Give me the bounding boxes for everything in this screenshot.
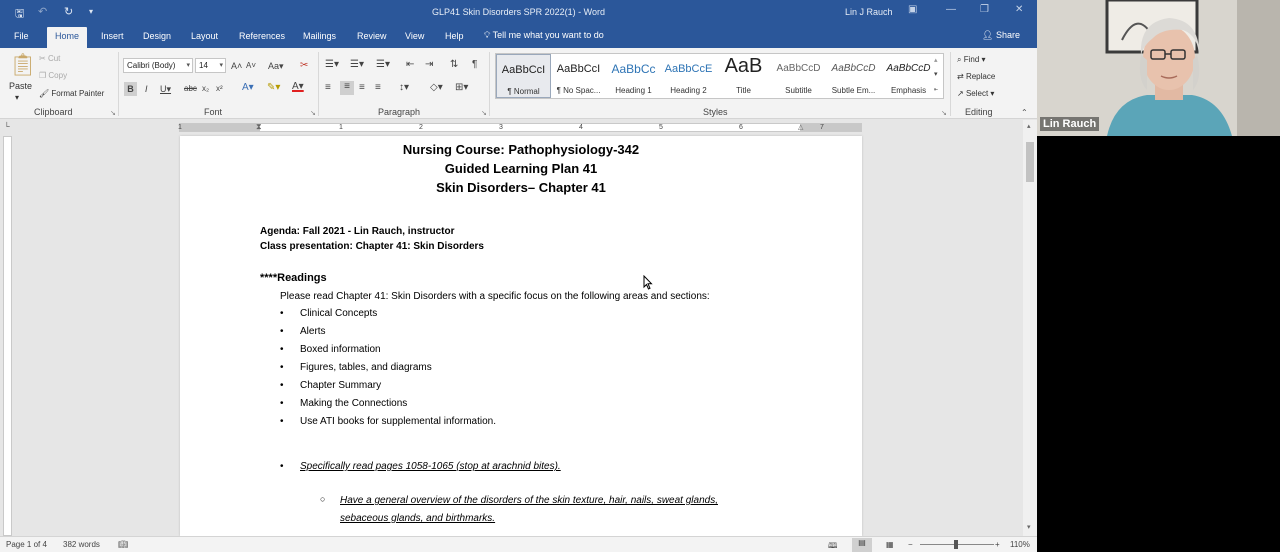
tell-me-search[interactable]: 💡︎ Tell me what you want to do [484, 30, 604, 40]
search-icon: ⌕ [957, 55, 962, 64]
tab-home[interactable]: Home [47, 27, 87, 48]
mouse-cursor-icon [643, 275, 653, 290]
styles-group-label: Styles [703, 107, 728, 117]
chevron-down-icon: ▾ [186, 62, 190, 69]
style-heading-2[interactable]: AaBbCcE Heading 2 [664, 63, 713, 95]
separator [489, 52, 490, 116]
copy-button[interactable]: ❐ Copy [39, 71, 68, 80]
show-hide-icon[interactable]: ¶ [472, 59, 478, 70]
indent-marker-icon[interactable]: ⧗ [256, 122, 262, 131]
paste-icon[interactable]: 📋︎ [9, 52, 37, 77]
bullet-icon: • [280, 308, 284, 319]
format-painter-button[interactable]: 🖌︎ Format Painter [39, 89, 105, 98]
subscript-icon[interactable]: x₂ [202, 84, 210, 93]
tab-help[interactable]: Help [445, 31, 464, 41]
web-layout-icon[interactable]: ▦ [886, 540, 894, 549]
minimize-icon[interactable]: — [946, 4, 956, 15]
redo-icon[interactable]: ↻ [64, 6, 74, 18]
document-title: GLP41 Skin Disorders SPR 2022(1) - Word [432, 7, 605, 17]
circle-bullet-icon: ○ [320, 494, 326, 504]
bullet-icon: • [280, 362, 284, 373]
readings-intro: Please read Chapter 41: Skin Disorders with a specific focus on the following areas and sections: [280, 291, 710, 302]
separator [318, 52, 319, 116]
sort-icon[interactable]: ⇅ [450, 59, 459, 70]
shrink-font-icon[interactable]: A˅ [246, 61, 257, 70]
style-title[interactable]: AaB Title [724, 55, 763, 95]
styles-launcher-icon[interactable]: ↘ [941, 110, 947, 117]
separator [118, 52, 119, 116]
bullet-icon: • [280, 461, 284, 472]
clipboard-group-label: Clipboard [34, 107, 73, 117]
brush-icon: 🖌︎ [39, 89, 50, 98]
person-icon: 👤︎ [982, 30, 994, 40]
style-emphasis[interactable]: AaBbCcD Emphasis [886, 63, 931, 95]
ribbon-tabs [0, 25, 1037, 48]
bullet-icon: • [280, 380, 284, 391]
style-subtitle[interactable]: AaBbCcD Subtitle [776, 63, 821, 95]
participant-name: Lin Rauch [1040, 117, 1099, 131]
justify-icon[interactable]: ≡ [375, 82, 381, 93]
style-normal[interactable]: AaBbCcI ¶ Normal [496, 54, 551, 98]
bullet-icon: • [280, 398, 284, 409]
scroll-down-icon[interactable]: ▾ [1027, 524, 1031, 531]
overview-line: Have a general overview of the disorders of the skin texture, hair, nails, sweat glands, [340, 495, 718, 506]
font-launcher-icon[interactable]: ↘ [310, 110, 316, 117]
bullets-icon[interactable]: ☰▾ [325, 59, 339, 70]
font-color-icon[interactable]: A▾ [292, 81, 304, 92]
list-item: Making the Connections [300, 398, 408, 409]
bullet-icon: • [280, 326, 284, 337]
title-bar [0, 0, 1037, 25]
proofing-icon[interactable]: 📖︎ [118, 540, 129, 549]
close-icon[interactable]: ✕ [1015, 4, 1024, 15]
ribbon-display-icon[interactable]: ▣ [908, 4, 918, 15]
tab-view[interactable]: View [405, 31, 425, 41]
zoom-out-icon[interactable]: − [908, 540, 913, 549]
presenter-video [1037, 0, 1280, 136]
replace-icon: ⇄ [957, 72, 964, 81]
right-indent-icon[interactable]: △ [798, 124, 804, 131]
share-button[interactable]: 👤︎ Share [982, 30, 1020, 40]
style-heading-1[interactable]: AaBbCc Heading 1 [611, 62, 656, 95]
collapse-ribbon-icon[interactable]: ⌃ [1021, 108, 1028, 117]
list-item: Alerts [300, 326, 326, 337]
right-margin [800, 124, 861, 131]
print-layout-icon[interactable]: ▤ [852, 538, 872, 552]
list-item: Chapter Summary [300, 380, 382, 391]
font-group-label: Font [204, 107, 223, 117]
styles-more-icon[interactable]: ⫦ [934, 86, 938, 93]
separator [950, 52, 951, 116]
list-item: Figures, tables, and diagrams [300, 362, 432, 373]
paragraph-group-label: Paragraph [378, 107, 421, 117]
align-center-icon[interactable]: ≡ [340, 81, 354, 95]
page-count[interactable]: Page 1 of 4 [6, 540, 47, 549]
replace-button[interactable]: ⇄ Replace [957, 72, 996, 81]
read-mode-icon[interactable]: 🕮︎ [828, 541, 838, 550]
underline-icon[interactable]: U▾ [160, 84, 172, 94]
tab-selector-icon[interactable]: └ [4, 122, 10, 131]
borders-icon[interactable]: ⊞▾ [455, 82, 469, 93]
styles-scroll-up-icon[interactable]: ▴ [934, 57, 938, 64]
align-left-icon[interactable]: ≡ [325, 82, 331, 93]
numbering-icon[interactable]: ☰▾ [350, 59, 364, 70]
style-no-spacing[interactable]: AaBbCcI ¶ No Spac... [556, 63, 601, 95]
strikethrough-icon[interactable]: abc [184, 84, 197, 93]
bullet-icon: • [280, 416, 284, 427]
bold-icon[interactable]: B [124, 82, 137, 96]
specific-reading-line: Specifically read pages 1058-1065 (stop at arachnid bites). [300, 461, 561, 472]
save-icon[interactable]: 🖫 [15, 8, 25, 20]
left-margin [180, 124, 260, 131]
class-presentation-line: Class presentation: Chapter 41: Skin Disorders [260, 241, 484, 252]
horizontal-ruler[interactable]: 1 1 2 3 4 5 6 7 ⧗ △ [179, 123, 862, 132]
superscript-icon[interactable]: x² [216, 84, 223, 93]
list-item: Boxed information [300, 344, 381, 355]
clipboard-launcher-icon[interactable]: ↘ [110, 110, 116, 117]
list-item: Clinical Concepts [300, 308, 378, 319]
customize-toolbar-icon[interactable]: ▾ [89, 7, 94, 16]
undo-icon[interactable]: ↶ [38, 6, 48, 18]
decrease-indent-icon[interactable]: ⇤ [406, 59, 415, 70]
editing-group-label: Editing [965, 107, 993, 117]
word-count[interactable]: 382 words [63, 540, 100, 549]
tab-mailings[interactable]: Mailings [303, 31, 337, 41]
text-effects-icon[interactable]: A▾ [242, 82, 254, 93]
bullet-icon: • [280, 344, 284, 355]
doc-heading-plan: Guided Learning Plan 41 [444, 161, 598, 176]
ribbon-home [0, 48, 1037, 119]
document-page[interactable] [180, 136, 862, 536]
tab-design[interactable]: Design [143, 31, 172, 41]
ruler-row [0, 120, 1037, 135]
tab-insert[interactable]: Insert [101, 31, 124, 41]
increase-indent-icon[interactable]: ⇥ [425, 59, 434, 70]
account-name[interactable]: Lin J Rauch [845, 7, 893, 17]
paste-dropdown-icon[interactable]: ▾ [15, 93, 20, 102]
doc-heading-chapter: Skin Disorders– Chapter 41 [436, 180, 606, 195]
agenda-line: Agenda: Fall 2021 - Lin Rauch, instructor [260, 226, 455, 237]
tab-references[interactable]: References [239, 31, 286, 41]
multilevel-list-icon[interactable]: ☰▾ [376, 59, 390, 70]
zoom-level[interactable]: 110% [1010, 540, 1030, 549]
tab-file[interactable]: File [14, 31, 29, 41]
find-button[interactable]: ⌕ Find ▾ [957, 55, 986, 64]
font-size-combo[interactable]: 14 ▾ [195, 58, 226, 73]
scroll-up-icon[interactable]: ▴ [1027, 123, 1031, 130]
paragraph-launcher-icon[interactable]: ↘ [481, 110, 487, 117]
italic-icon[interactable]: I [145, 84, 148, 94]
shading-icon[interactable]: ◇▾ [430, 82, 443, 93]
cursor-icon: ↗ [957, 89, 964, 98]
scroll-thumb[interactable] [1026, 142, 1034, 182]
webcam-feed [1037, 0, 1280, 136]
doc-heading-course: Nursing Course: Pathophysiology-342 [402, 142, 640, 157]
paste-button[interactable]: Paste [9, 81, 33, 91]
line-spacing-icon[interactable]: ↕▾ [399, 82, 410, 93]
grow-font-icon[interactable]: A˄ [231, 61, 243, 71]
vertical-scrollbar[interactable] [1023, 120, 1037, 536]
align-right-icon[interactable]: ≡ [359, 82, 365, 93]
readings-heading: ****Readings [260, 272, 327, 284]
chevron-down-icon: ▾ [219, 62, 223, 69]
overview-line-continued: sebaceous glands, and birthmarks. [340, 513, 496, 524]
styles-scroll-down-icon[interactable]: ▾ [934, 71, 938, 78]
cut-button[interactable]: ✂ Cut [39, 54, 61, 63]
lightbulb-icon: 💡︎ [484, 30, 491, 40]
tab-review[interactable]: Review [357, 31, 387, 41]
clear-formatting-icon[interactable]: ✂ [300, 60, 309, 71]
tab-layout[interactable]: Layout [191, 31, 219, 41]
vertical-ruler[interactable] [3, 136, 12, 536]
list-item: Use ATI books for supplemental information. [300, 416, 497, 427]
highlight-icon[interactable]: ✎▾ [267, 82, 281, 93]
select-button[interactable]: ↗ Select ▾ [957, 89, 995, 98]
font-name-combo[interactable]: Calibri (Body) ▾ [123, 58, 193, 73]
restore-icon[interactable]: ❐ [980, 4, 989, 15]
change-case-icon[interactable]: Aa▾ [268, 61, 284, 71]
style-subtle-emphasis[interactable]: AaBbCcD Subtle Em... [831, 63, 876, 95]
zoom-in-icon[interactable]: + [995, 540, 1000, 549]
styles-gallery [495, 53, 944, 99]
status-bar [0, 536, 1037, 552]
zoom-slider-thumb[interactable] [954, 540, 958, 549]
